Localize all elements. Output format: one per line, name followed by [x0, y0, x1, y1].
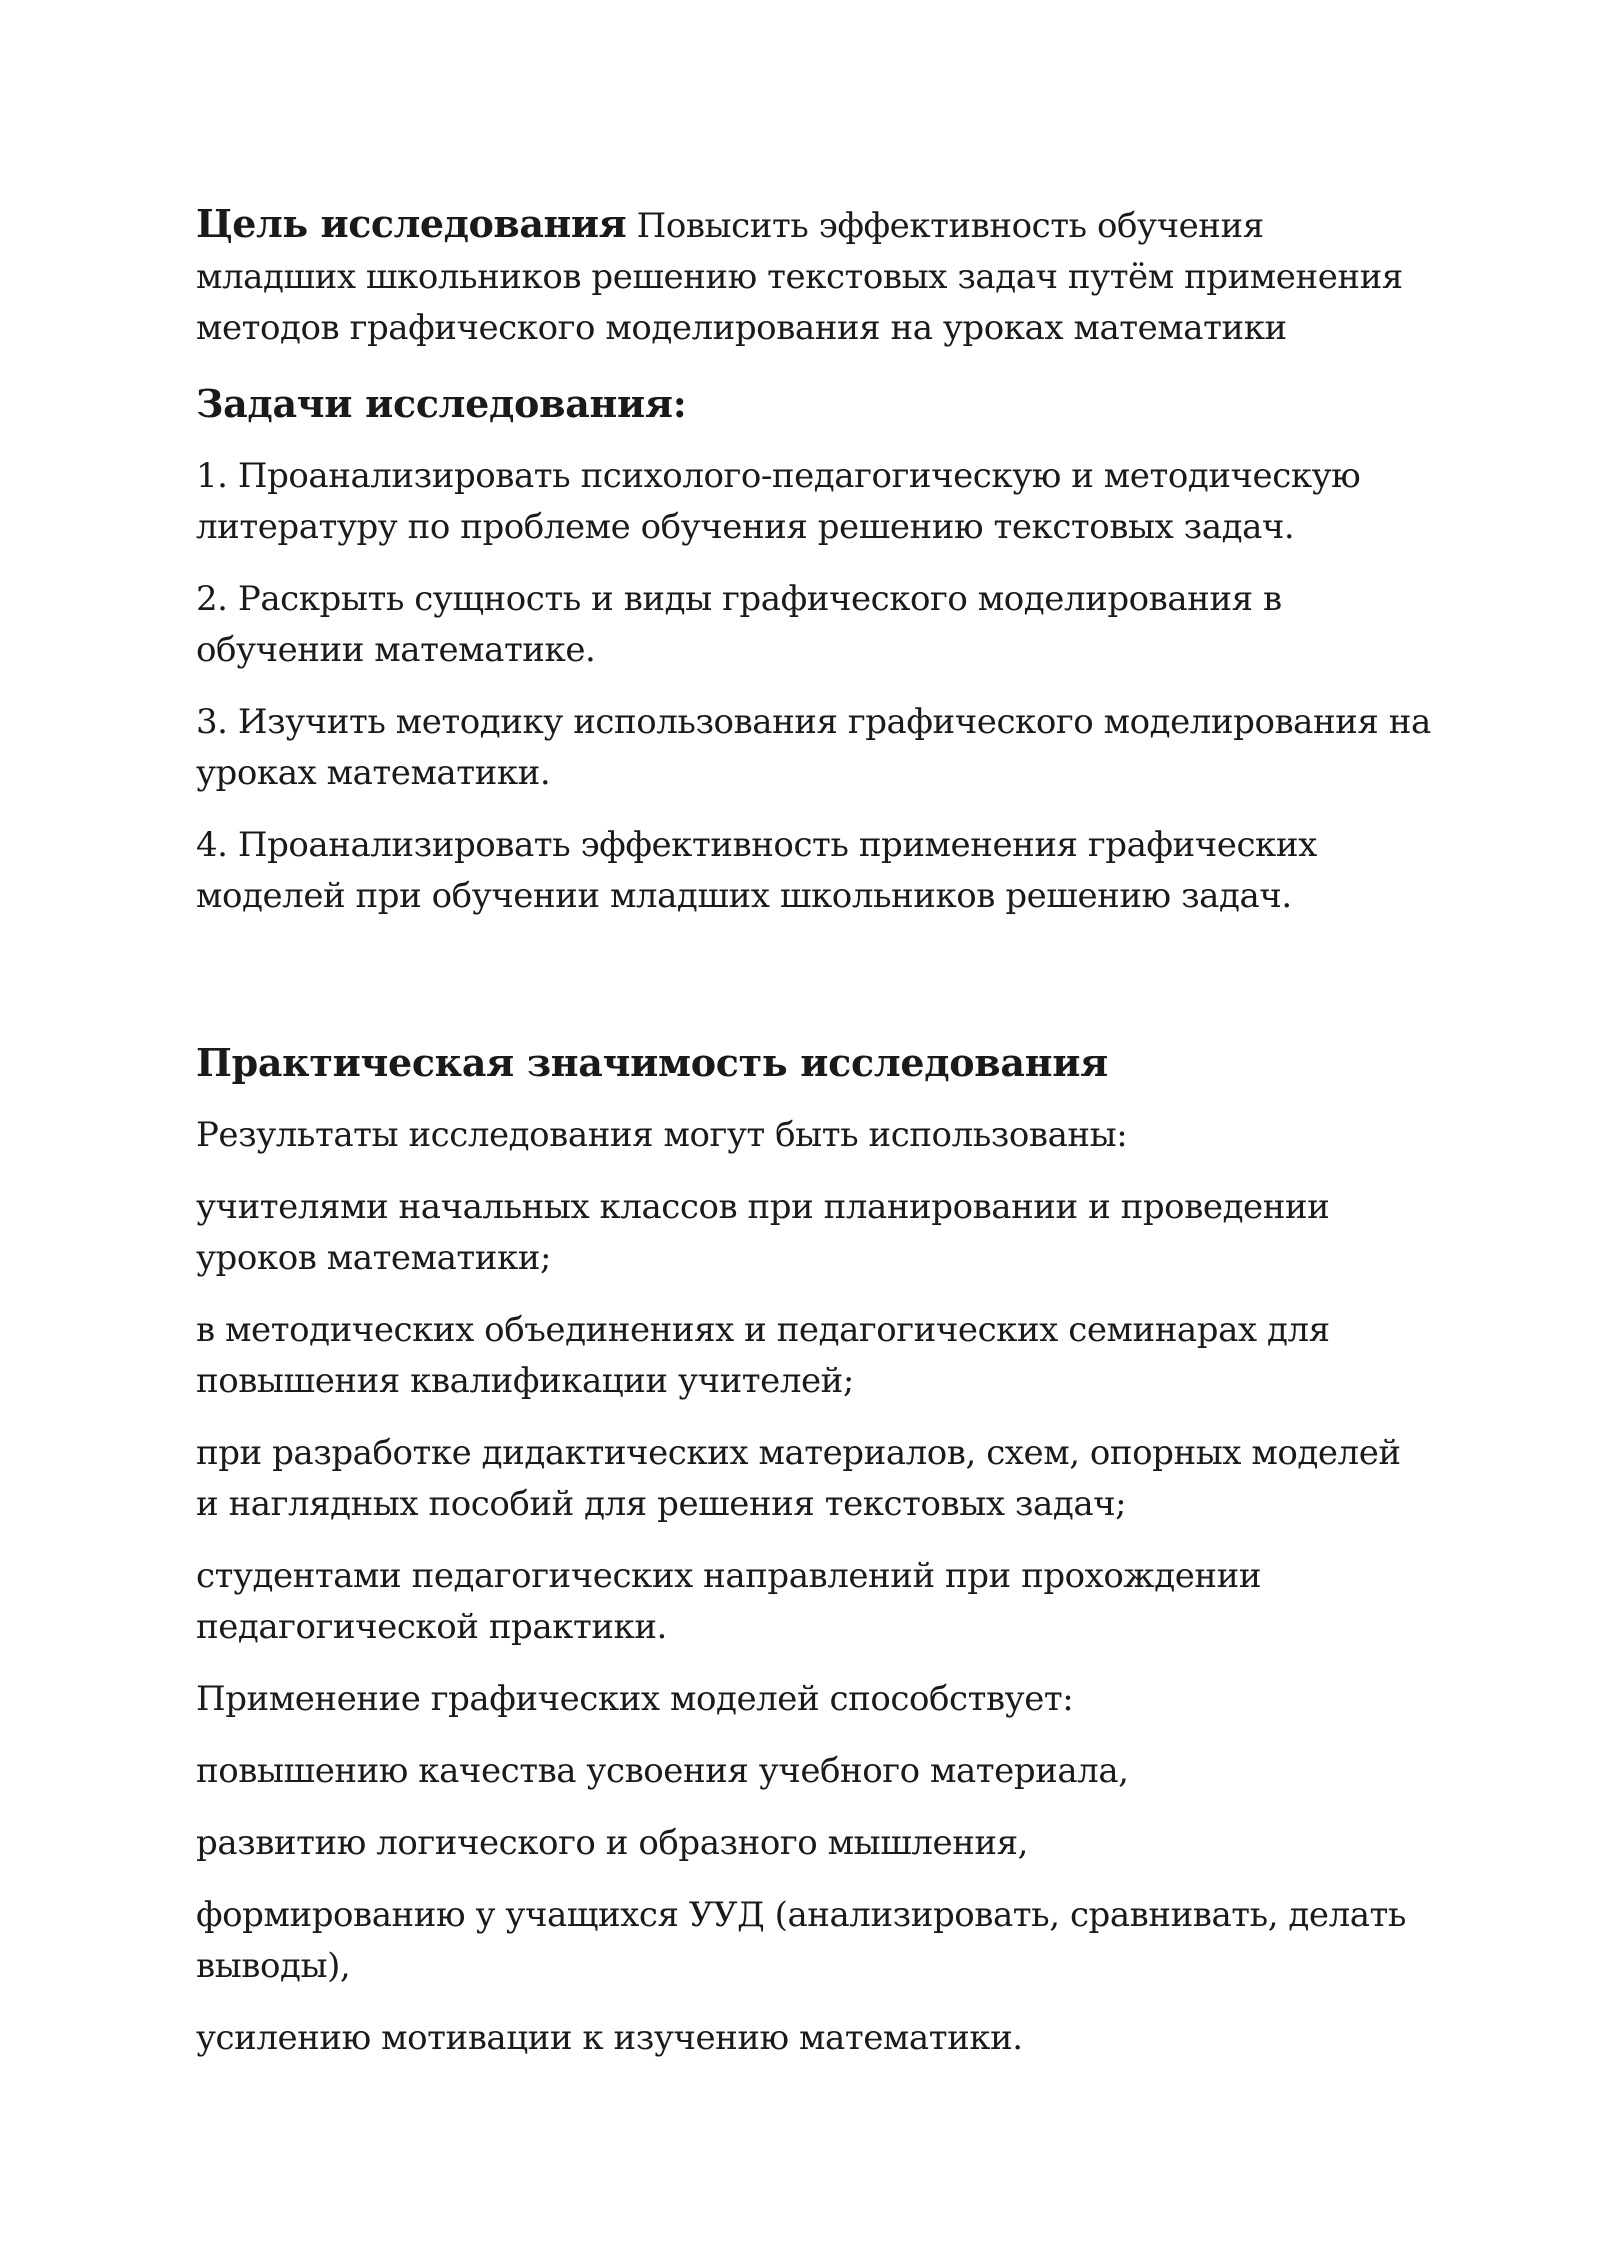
benefit-item: формированию у учащихся УУД (анализировать, сравнивать, делать выводы), — [196, 1895, 1406, 1986]
research-goal-paragraph — [196, 198, 1432, 354]
practical-use-item: в методических объединениях и педагогических семинарах для повышения квалификации учителей; — [196, 1310, 1330, 1401]
research-goal-heading: Цель исследования — [196, 201, 627, 246]
benefit-item: усилению мотивации к изучению математики. — [196, 2018, 1023, 2058]
research-tasks-heading: Задачи исследования: — [196, 381, 687, 426]
practical-use-item: студентами педагогических направлений при прохождении педагогической практики. — [196, 1556, 1262, 1647]
practical-use-item: учителями начальных классов при планировании и проведении уроков математики; — [196, 1187, 1330, 1278]
benefit-item: развитию логического и образного мышления, — [196, 1823, 1028, 1863]
research-task-item: 4. Проанализировать эффективность применения графических моделей при обучении младших школьников решению задач. — [196, 825, 1317, 916]
benefit-item: повышению качества усвоения учебного материала, — [196, 1751, 1129, 1791]
research-task-item: 3. Изучить методику использования графического моделирования на уроках математики. — [196, 702, 1431, 793]
section-spacer — [196, 943, 1432, 1038]
research-task-item: 2. Раскрыть сущность и виды графического моделирования в обучении математике. — [196, 579, 1282, 670]
practical-use-item: при разработке дидактических материалов, схем, опорных моделей и наглядных пособий для решения текстовых задач; — [196, 1433, 1401, 1524]
practical-significance-heading: Практическая значимость исследования — [196, 1040, 1108, 1085]
research-task-item: 1. Проанализировать психолого-педагогическую и методическую литературу по проблеме обучения решению текстовых задач. — [196, 456, 1361, 547]
benefits-intro-text: Применение графических моделей способствует: — [196, 1679, 1074, 1719]
practical-intro-text: Результаты исследования могут быть использованы: — [196, 1115, 1128, 1155]
research-goal-text: Повысить эффективность обучения младших школьников решению текстовых задач путём применения методов графического моделирования на уроках математики — [196, 206, 1403, 348]
document-page — [196, 198, 1432, 2085]
